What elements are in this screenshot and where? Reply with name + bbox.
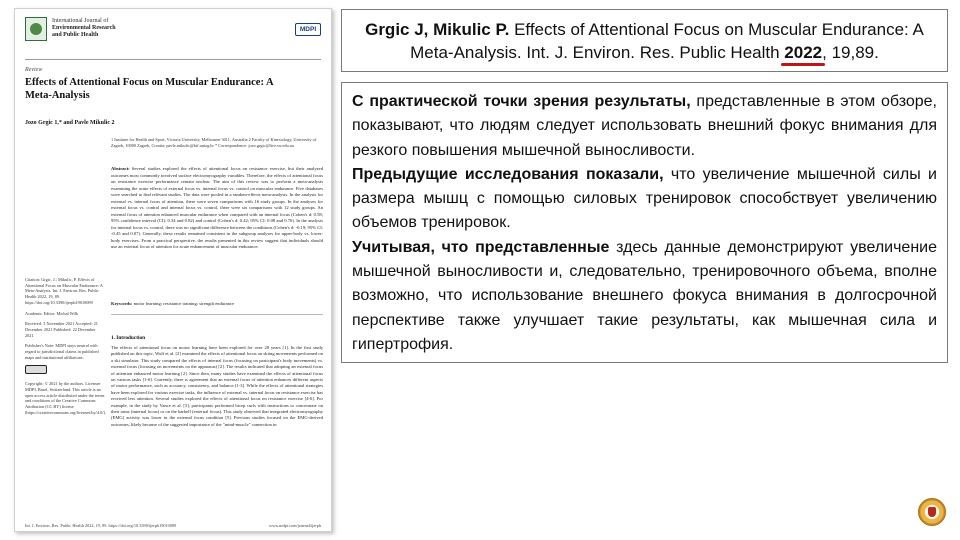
header-divider — [25, 59, 321, 60]
paper-introduction: The effects of attentional focus on motor learning have been explored for over 20 years [1]. In the first study published on this topic, Wulf et al. [2] examined the effects of attentional focus on skiing movements performed on a ski simulator. This study compared the effects of internal focus (focusing on participant's body movements) vs. external focus (focusing on movements on the apparatus) [2]. The results indicated that adopting an external focus of attention enhanced motor learning [2]. Since then, many studies have examined the effects of attentional focus on various tasks [1-6]. Currently, there is agreement that an external focus of attention enhances different aspects of motor performance, such as accuracy, consistency, and balance [1-3]. While the effects of attentional strategies have been explored for various exercise tasks, the influence of external vs. internal focus on resistance exercise has received less attention. Several studies explored the effects of attentional focus on resistance exercise [4-6]. For example, in the study by Vance et al. [5], participants performed bicep curls with instructions to concentrate on their arms (internal focus) or on the barbell (external focus). This study observed that integrated electromyography (EMG) activity was lower in the external focus condition [5]. Previous studies focused on the EMG-derived outcomes, likely because of the suggested importance of the "mind-muscle" connection in — [111, 345, 323, 427]
summary-box — [341, 82, 948, 363]
side-copyright: Copyright: © 2021 by the authors. Licensee MDPI, Basel, Switzerland. This article is an open access article distributed under the terms and conditions of the Creative Commons Attribution (CC BY) license (https://creativecommons.org/licenses/by/4.0/). — [25, 381, 106, 415]
summary-paragraph-2: Предыдущие исследования показали, что увеличение мышечной силы и размера мышц с помощью силовых тренировок способствует увеличению объемов тренировок. — [352, 165, 937, 232]
side-editor: Academic Editor: Michal Wilk — [25, 310, 79, 316]
citation-box — [341, 9, 948, 72]
paper-footer-left: Int. J. Environ. Res. Public Health 2022, 19, 89. https://doi.org/10.3390/ijerph19010089 — [25, 523, 177, 528]
keywords-divider — [111, 314, 323, 315]
citation-authors: Grgic J, Mikulic P. — [365, 20, 510, 39]
journal-name: International Journal of Environmental Research and Public Health — [52, 18, 116, 38]
paper-keywords: Keywords: motor learning; resistance training; strength endurance — [111, 301, 234, 306]
citation-text: Effects of Attentional Focus on Muscular Endurance: A Meta-Analysis. Int. J. Environ. Res. Public Health — [410, 20, 924, 62]
citation-tail: , 19,89. — [822, 43, 879, 62]
section-heading: 1. Introduction — [111, 335, 146, 341]
side-note: Publisher's Note: MDPI stays neutral with regard to jurisdictional claims in published maps and institutional affiliations. — [25, 343, 99, 360]
cc-license-icon — [25, 365, 47, 374]
summary-paragraph-3: Учитывая, что представленные здесь данные демонстрируют увеличение мышечной выносливости и, следовательно, тренировочного объема, вполне возможно, что использование внешнего фокуса внимания в долгосрочной перспективе также улучшает такие результаты, как мышечная сила и гипертрофия. — [352, 238, 937, 353]
paper-thumbnail — [14, 8, 332, 532]
article-type: Review — [25, 67, 43, 73]
citation-year: 2022 — [784, 43, 823, 62]
paper-sidebar — [25, 277, 105, 420]
side-citation: Citation: Grgic, J.; Mikulic, P. Effects of Attentional Focus on Muscular Endurance: A Meta-Analysis. Int. J. Environ. Res. Public Health 2022, 19, 89. https://doi.org/10.3390/ijerph19010089 — [25, 277, 103, 305]
emblem-icon — [918, 498, 946, 526]
paper-header — [25, 17, 323, 45]
journal-logo-icon — [25, 17, 47, 41]
summary-paragraph-1: С практической точки зрения результаты, представленные в этом обзоре, показывают, что людям следует использовать внешний фокус внимания для резкого повышения мышечной выносливости. — [352, 93, 937, 159]
paper-title: Effects of Attentional Focus on Muscular Endurance: A Meta-Analysis — [25, 77, 274, 101]
mdpi-logo: MDPI — [295, 23, 321, 36]
paper-footer-right: www.mdpi.com/journal/ijerph — [269, 523, 321, 528]
paper-affiliations: 1 Institute for Health and Sport, Victoria University, Melbourne 3011, Australia 2 Faculty of Kinesiology, University of Zagreb, 10000 Zagreb, Croatia; pavle.mikulic@kif.unizg.hr * Correspondence: jozo.grgic@live.vu.edu.au — [111, 137, 317, 148]
paper-abstract: Abstract: Several studies explored the effects of attentional focus on resistance exercise, but their analyzed outcomes most commonly involved surface electromyography variables. Therefore, the effects of attentional focus on resistance exercise performance remain unclear. The aim of this review was to perform a meta-analysis examining the acute effects of external focus vs. internal focus vs. control on muscular endurance. Five databases were searched to find relevant studies. The data were pooled in a random-effects meta-analysis. In the analysis for external vs. internal focus of attention, there were seven comparisons with 16 study groups. In the analyses for external focus vs. control and internal focus vs. control, there were six comparisons with 12 study groups. An external focus of attention enhanced muscular endurance when compared with an internal focus (Cohen's d: 0.58; 95% confidence interval (CI): 0.34 and 0.82) and control (Cohen's d: 0.42; 95% CI: 0.08 and 0.76). In the analysis for internal focus vs. control, there was no significant difference between the conditions (Cohen's d: -0.19; 95% CI: -0.45 and 0.07). Generally, these results remained consistent in the subgroup analyses for upper-body vs. lower-body exercises. From a practical perspective, the results presented in this review suggest that individuals should use an external focus of attention for acute enhancement of muscular endurance. — [111, 166, 323, 249]
side-dates: Received: 3 November 2021 Accepted: 21 December 2021 Published: 22 December 2021 — [25, 321, 98, 338]
paper-authors: Jozo Grgic 1,* and Pavle Mikulic 2 — [25, 120, 115, 126]
